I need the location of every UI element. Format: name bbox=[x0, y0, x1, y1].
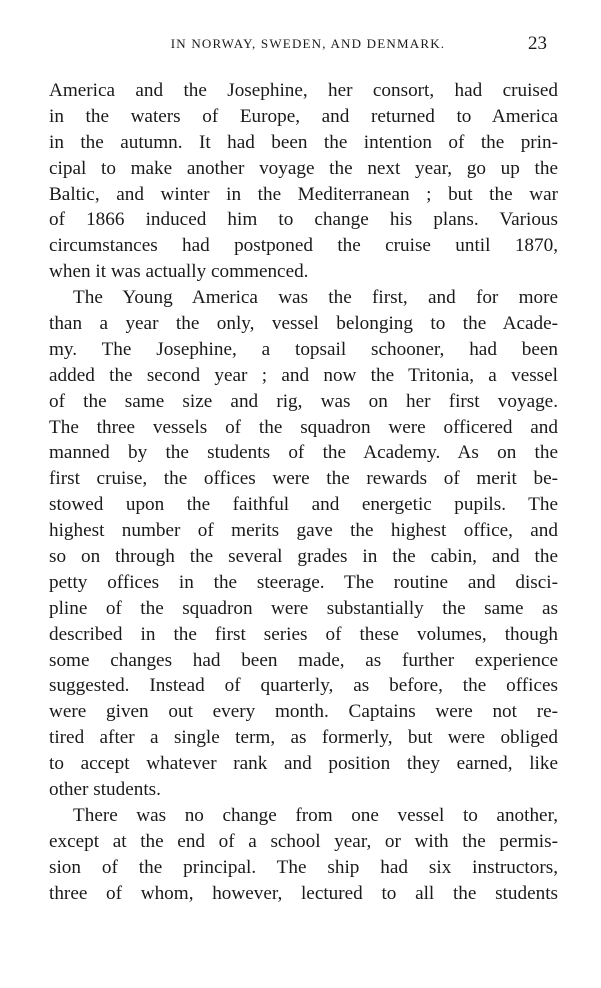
text-line: Baltic, and winter in the Mediterranean ; but the war bbox=[49, 183, 558, 205]
text-line: first cruise, the offices were the rewards of merit be- bbox=[49, 468, 558, 490]
text-line: There was no change from one vessel to another, bbox=[73, 804, 558, 826]
text-line: three of whom, however, lectured to all the students bbox=[49, 882, 558, 904]
paragraph-1 bbox=[49, 78, 558, 285]
text-line: stowed upon the faithful and energetic pupils. The bbox=[49, 494, 558, 516]
text-line: to accept whatever rank and position they earned, like bbox=[49, 753, 558, 775]
text-line: tired after a single term, as formerly, but were obliged bbox=[49, 727, 558, 749]
text-line: some changes had been made, as further experience bbox=[49, 649, 558, 671]
text-line: America and the Josephine, her consort, had cruised bbox=[49, 80, 558, 101]
text-line: than a year the only, vessel belonging to the Acade- bbox=[49, 313, 558, 335]
text-line: of 1866 induced him to change his plans. Various bbox=[49, 209, 558, 231]
text-line: were given out every month. Captains were not re- bbox=[49, 701, 558, 723]
text-line: described in the first series of these volumes, though bbox=[49, 623, 558, 645]
text-line: in the waters of Europe, and returned to America bbox=[49, 105, 558, 127]
text-line: so on through the several grades in the cabin, and the bbox=[49, 546, 558, 568]
text-line: circumstances had postponed the cruise until 1870, bbox=[49, 235, 558, 257]
text-line: except at the end of a school year, or with the permis- bbox=[49, 830, 558, 852]
text-line: highest number of merits gave the highest office, and bbox=[49, 520, 558, 542]
text-line: other students. bbox=[49, 779, 161, 801]
text-line: petty offices in the steerage. The routine and disci- bbox=[49, 571, 558, 593]
paragraph-3 bbox=[49, 803, 558, 907]
paragraph-2 bbox=[49, 285, 558, 803]
text-line: suggested. Instead of quarterly, as before, the offices bbox=[49, 675, 558, 697]
text-line: when it was actually commenced. bbox=[49, 261, 309, 283]
text-line: cipal to make another voyage the next year, go up the bbox=[49, 157, 558, 179]
text-line: The three vessels of the squadron were officered and bbox=[49, 416, 558, 438]
text-line: added the second year ; and now the Tritonia, a vessel bbox=[49, 364, 558, 386]
text-line: manned by the students of the Academy. As on the bbox=[49, 442, 558, 464]
text-line: sion of the principal. The ship had six instructors, bbox=[49, 856, 558, 878]
page-number: 23 bbox=[528, 33, 547, 54]
running-head: IN NORWAY, SWEDEN, AND DENMARK. bbox=[170, 36, 446, 51]
text-line: pline of the squadron were substantially the same as bbox=[49, 597, 558, 619]
text-line: my. The Josephine, a topsail schooner, had been bbox=[49, 338, 558, 360]
text-line: of the same size and rig, was on her first voyage. bbox=[49, 390, 558, 412]
text-line: in the autumn. It had been the intention of the prin- bbox=[49, 131, 558, 153]
text-line: The Young America was the first, and for more bbox=[73, 287, 558, 309]
body-text bbox=[49, 78, 558, 907]
